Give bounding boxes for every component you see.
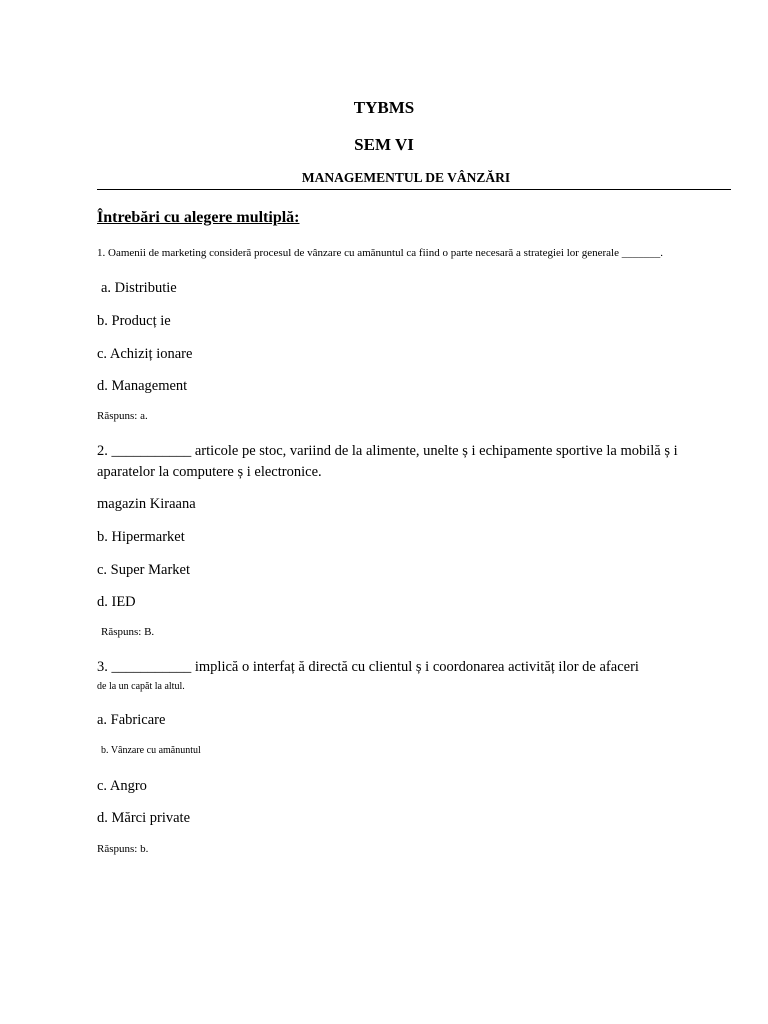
question-1-text: 1. Oamenii de marketing consideră procesul de vânzare cu amănuntul ca fiind o parte necesară a strategiei lor generale _______. [97, 247, 663, 259]
document-title: TYBMS [353, 98, 415, 117]
question-2-option-d: d. IED [97, 594, 136, 610]
question-1-answer: Răspuns: a. [97, 410, 148, 422]
question-3-answer: Răspuns: b. [97, 843, 149, 855]
question-3-option-c: c. Angro [97, 778, 147, 794]
subject-heading: MANAGEMENTUL DE VÂNZĂRI [301, 170, 511, 185]
question-2-text-line-2: aparatelor la computere ș i electronice. [97, 464, 322, 480]
question-1-option-b: b. Producț ie [97, 313, 171, 329]
question-2-option-a: magazin Kiraana [97, 496, 196, 512]
question-2-text-line-1: 2. ___________ articole pe stoc, variind de la alimente, unelte ș i echipamente sportive la mobilă ș i [97, 443, 678, 459]
question-3-text-line-1: 3. ___________ implică o interfaț ă directă cu clientul ș i coordonarea activităț ilor de afaceri [97, 659, 639, 675]
question-2-option-c: c. Super Market [97, 562, 191, 578]
header-divider [97, 189, 731, 190]
question-1-option-a: a. Distributie [101, 280, 177, 296]
question-1-option-c: c. Achiziț ionare [97, 346, 193, 362]
question-2-option-b: b. Hipermarket [97, 529, 185, 545]
question-1-option-d: d. Management [97, 378, 188, 394]
question-3-option-d: d. Mărci private [97, 810, 191, 826]
question-3-option-b: b. Vânzare cu amănuntul [101, 745, 201, 756]
question-2-answer: Răspuns: B. [101, 626, 155, 638]
question-3-option-a: a. Fabricare [97, 712, 166, 728]
section-title: Întrebări cu alegere multiplă: [97, 209, 300, 226]
semester-label: SEM VI [354, 135, 414, 154]
question-3-text-line-2: de la un capăt la altul. [97, 681, 185, 692]
